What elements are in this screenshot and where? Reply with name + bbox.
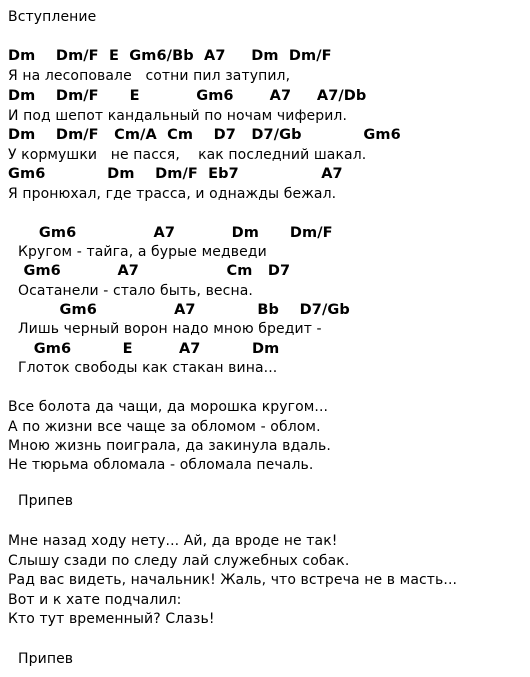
chorus-lyric-line: Осатанели - стало быть, весна.: [18, 283, 253, 299]
chorus-chord-line: Gm6 A7 Bb D7/Gb: [8, 302, 350, 318]
verse1-chord-line: Dm Dm/F E Gm6/Bb A7 Dm Dm/F: [8, 48, 332, 64]
verse1-lyric-line: У кормушки не пасся, как последний шакал.: [8, 147, 367, 163]
verse2-lyric-line: А по жизни все чаще за обломом - облом.: [8, 419, 321, 435]
verse3-lyric-line: Слышу сзади по следу лай служебных собак.: [8, 553, 350, 569]
verse2-lyric-line: Все болота да чащи, да морошка кругом...: [8, 399, 329, 415]
verse3-lyric-line: Мне назад ходу нету... Ай, да вроде не так!: [8, 533, 338, 549]
refrain-label: Припев: [18, 493, 74, 509]
verse1-lyric-line: Я пронюхал, где трасса, и однажды бежал.: [8, 186, 337, 202]
verse3-lyric-line: Вот и к хате подчалил:: [8, 592, 182, 608]
intro-label: Вступление: [8, 9, 97, 25]
verse2-lyric-line: Не тюрьма обломала - обломала печаль.: [8, 457, 314, 473]
verse1-lyric-line: И под шепот кандальный по ночам чиферил.: [8, 108, 348, 124]
verse3-lyric-line: Кто тут временный? Слазь!: [8, 611, 215, 627]
verse1-lyric-line: Я на лесоповале сотни пил затупил,: [8, 68, 291, 84]
chorus-chord-line: Gm6 A7 Cm D7: [8, 263, 291, 279]
refrain-label: Припев: [18, 651, 74, 667]
chorus-lyric-line: Кругом - тайга, а бурые медведи: [18, 244, 267, 260]
chorus-lyric-line: Глоток свободы как стакан вина...: [18, 360, 278, 376]
verse1-chord-line: Dm Dm/F E Gm6 A7 A7/Db: [8, 88, 367, 104]
verse1-chord-line: Dm Dm/F Cm/A Cm D7 D7/Gb Gm6: [8, 127, 401, 143]
verse3-lyric-line: Рад вас видеть, начальник! Жаль, что встреча не в масть...: [8, 572, 458, 588]
chorus-chord-line: Gm6 A7 Dm Dm/F: [8, 225, 333, 241]
chorus-chord-line: Gm6 E A7 Dm: [8, 341, 280, 357]
verse2-lyric-line: Мною жизнь поиграла, да закинула вдаль.: [8, 438, 331, 454]
chorus-lyric-line: Лишь черный ворон надо мною бредит -: [18, 321, 322, 337]
verse1-chord-line: Gm6 Dm Dm/F Eb7 A7: [8, 166, 343, 182]
